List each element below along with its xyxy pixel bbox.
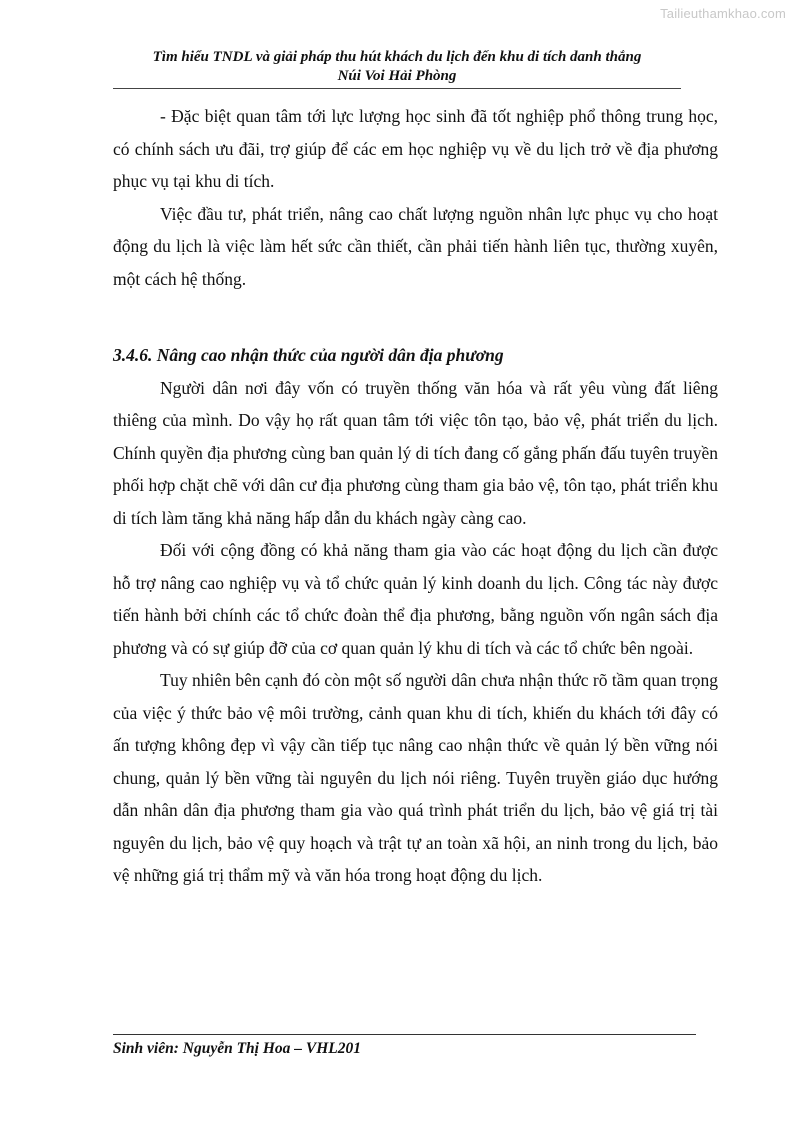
paragraph: Người dân nơi đây vốn có truyền thống văn hóa và rất yêu vùng đất liêng thiêng của mình. Do vậy họ rất quan tâm tới việc tôn tạo, bảo vệ, phát triển du lịch. Chính quyền địa phương cùng ban quản lý di tích đang cố gắng phấn đấu tuyên truyền phối hợp chặt chẽ với dân cư địa phương cùng tham gia bảo vệ, tôn tạo, phát triển khu di tích làm tăng khả năng hấp dẫn du khách ngày càng cao. — [113, 377, 718, 528]
paragraph: Đối với cộng đồng có khả năng tham gia vào các hoạt động du lịch cần được hỗ trợ nâng cao nghiệp vụ và tổ chức quản lý kinh doanh du lịch. Công tác này được tiến hành bởi chính các tổ chức đoàn thể địa phương, bằng nguồn vốn ngân sách địa phương và có sự giúp đỡ của cơ quan quản lý khu di tích và các tổ chức bên ngoài. — [113, 540, 718, 658]
paragraph: Tuy nhiên bên cạnh đó còn một số người dân chưa nhận thức rõ tầm quan trọng của việc ý thức bảo vệ môi trường, cảnh quan khu di tích, khiến du khách tới đây có ấn tượng không đẹp vì vậy cần tiếp tục nâng cao nhận thức về quản lý bền vững nói chung, quản lý bền vững tài nguyên du lịch nói riêng. Tuyên truyền giáo dục hướng dẫn nhân dân địa phương tham gia vào quá trình phát triển du lịch, bảo vệ giá trị tài nguyên du lịch, bảo vệ quy hoạch và trật tự an toàn xã hội, an ninh trong du lịch, bảo vệ những giá trị thẩm mỹ và văn hóa trong hoạt động du lịch. — [113, 670, 718, 885]
footer-student: Sinh viên: Nguyễn Thị Hoa – VHL201 — [113, 1040, 362, 1057]
running-header-line-1: Tìm hiểu TNDL và giải pháp thu hút khách du lịch đến khu di tích danh thắng — [152, 49, 642, 65]
paragraph: Việc đầu tư, phát triển, nâng cao chất lượng nguồn nhân lực phục vụ cho hoạt động du lịch là việc làm hết sức cần thiết, cần phải tiến hành liên tục, thường xuyên, một cách hệ thống. — [113, 203, 718, 289]
section-heading: 3.4.6. Nâng cao nhận thức của người dân địa phương — [113, 345, 504, 365]
watermark: Tailieuthamkhao.com — [660, 6, 786, 21]
running-header-line-2: Núi Voi Hải Phòng — [337, 68, 457, 84]
footer-divider — [113, 1034, 696, 1035]
document-body — [113, 100, 718, 892]
running-header — [113, 48, 681, 89]
paragraph: - Đặc biệt quan tâm tới lực lượng học sinh đã tốt nghiệp phổ thông trung học, có chính sách ưu đãi, trợ giúp để các em học nghiệp vụ về du lịch trở về địa phương phục vụ tại khu di tích. — [113, 106, 718, 191]
